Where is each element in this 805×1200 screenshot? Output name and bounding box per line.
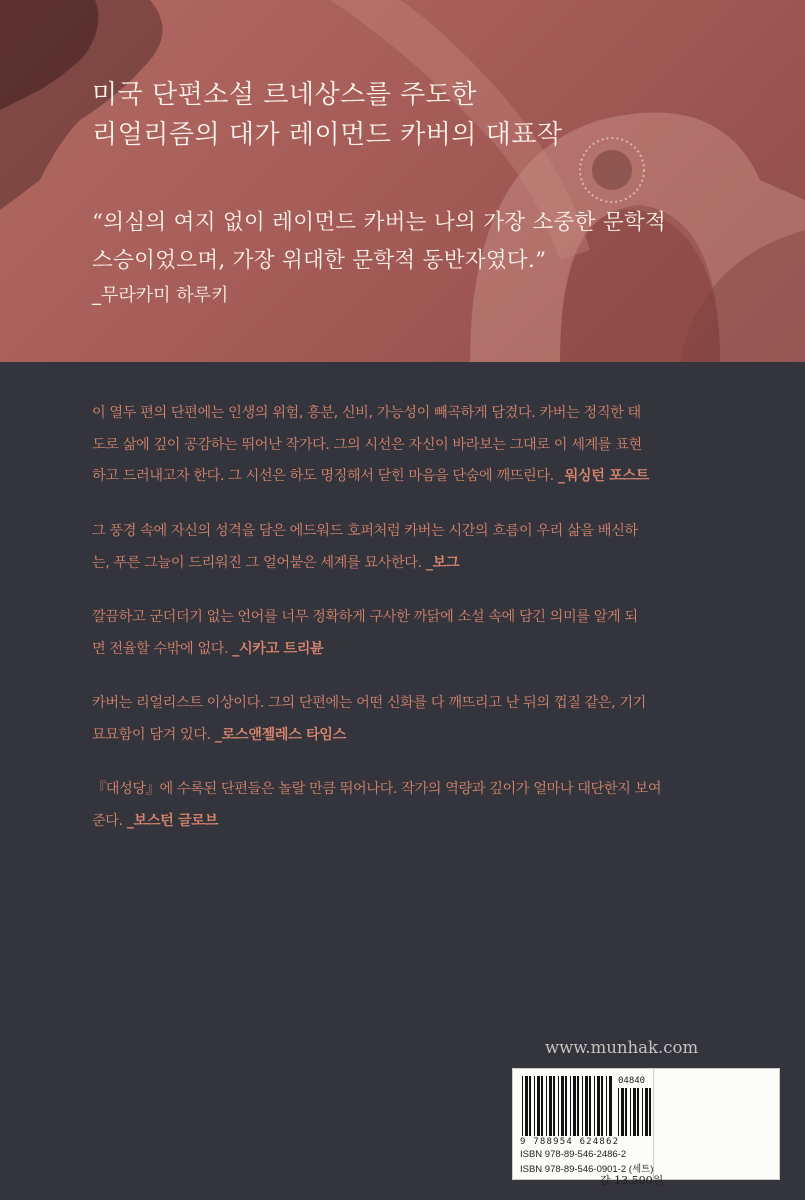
review-text: 준다. — [92, 812, 127, 829]
review-line: 그 풍경 속에 자신의 성격을 담은 에드워드 호퍼처럼 카버는 시간의 흐름이 우리 삶을 배신하 — [92, 523, 638, 539]
review-text: 는, 푸른 그늘이 드리워진 그 얼어붙은 세계를 묘사한다. — [92, 554, 426, 571]
review-source: _시카고 트리뷴 — [232, 640, 324, 657]
review-vogue — [92, 516, 732, 579]
review-chicago-tribune — [92, 602, 732, 665]
review-source: _워싱턴 포스트 — [557, 468, 649, 484]
isbn-digits: 9 788954 624862 — [520, 1137, 620, 1147]
review-source: _보스턴 글로브 — [126, 812, 218, 829]
review-line — [92, 720, 732, 752]
review-line: 『대성당』에 수록된 단편들은 놀랄 만큼 뛰어나다. 작가의 역량과 깊이가 얼마나 대단한지 보여 — [92, 781, 662, 797]
quote-attribution: _무라카미 하루키 — [92, 285, 229, 306]
publisher-website: www.munhak.com — [545, 1038, 699, 1057]
review-line — [92, 634, 732, 666]
review-line: 도로 삶에 깊이 공감하는 뛰어난 작가다. 그의 시선은 자신이 바라보는 그대로 이 세계를 표현 — [92, 436, 642, 453]
review-text: 하고 드러내고자 한다. 그 시선은 하도 명징해서 닫힌 마음을 단숨에 깨뜨린다. — [92, 468, 558, 484]
isbn-main: ISBN 978-89-546-2486-2 — [520, 1149, 627, 1160]
review-source: _로스앤젤레스 타임스 — [214, 726, 346, 743]
review-source: _보그 — [425, 554, 460, 571]
cover-photo-band — [0, 0, 805, 362]
headline-line-1: 미국 단편소설 르네상스를 주도한 — [92, 80, 477, 110]
review-line: 이 열두 편의 단편에는 인생의 위험, 흥분, 신비, 가능성이 빼곡하게 담겼다. 카버는 정직한 태 — [92, 405, 641, 421]
headline-line-2: 리얼리즘의 대가 레이먼드 카버의 대표작 — [92, 120, 563, 150]
quote-line-2: 스승이었으며, 가장 위대한 문학적 동반자였다.” — [92, 248, 547, 273]
review-text: 면 전율할 수밖에 없다. — [92, 640, 233, 657]
isbn-set: ISBN 978-89-546-0901-2 (세트) — [520, 1164, 654, 1175]
review-washington-post — [92, 398, 732, 493]
review-la-times — [92, 688, 732, 751]
review-line — [92, 548, 732, 580]
review-line — [92, 806, 732, 838]
addon-code: 04840 — [618, 1076, 646, 1086]
quote-line-1: “의심의 여지 없이 레이먼드 카버는 나의 가장 소중한 문학적 — [92, 210, 667, 235]
review-boston-globe — [92, 774, 732, 837]
review-line: 카버는 리얼리스트 이상이다. 그의 단편에는 어떤 신화를 다 깨뜨리고 난 뒤의 껍질 같은, 기기 — [92, 695, 646, 711]
price: 값 13,500원 — [600, 1174, 664, 1187]
review-line — [92, 461, 732, 493]
review-text: 묘묘함이 담겨 있다. — [92, 726, 215, 743]
cover-photo-illustration — [0, 0, 805, 362]
barcode-label-blank — [654, 1068, 780, 1180]
review-line: 깔끔하고 군더더기 없는 언어를 너무 정확하게 구사한 까닭에 소설 속에 담긴 의미를 알게 되 — [92, 609, 638, 625]
